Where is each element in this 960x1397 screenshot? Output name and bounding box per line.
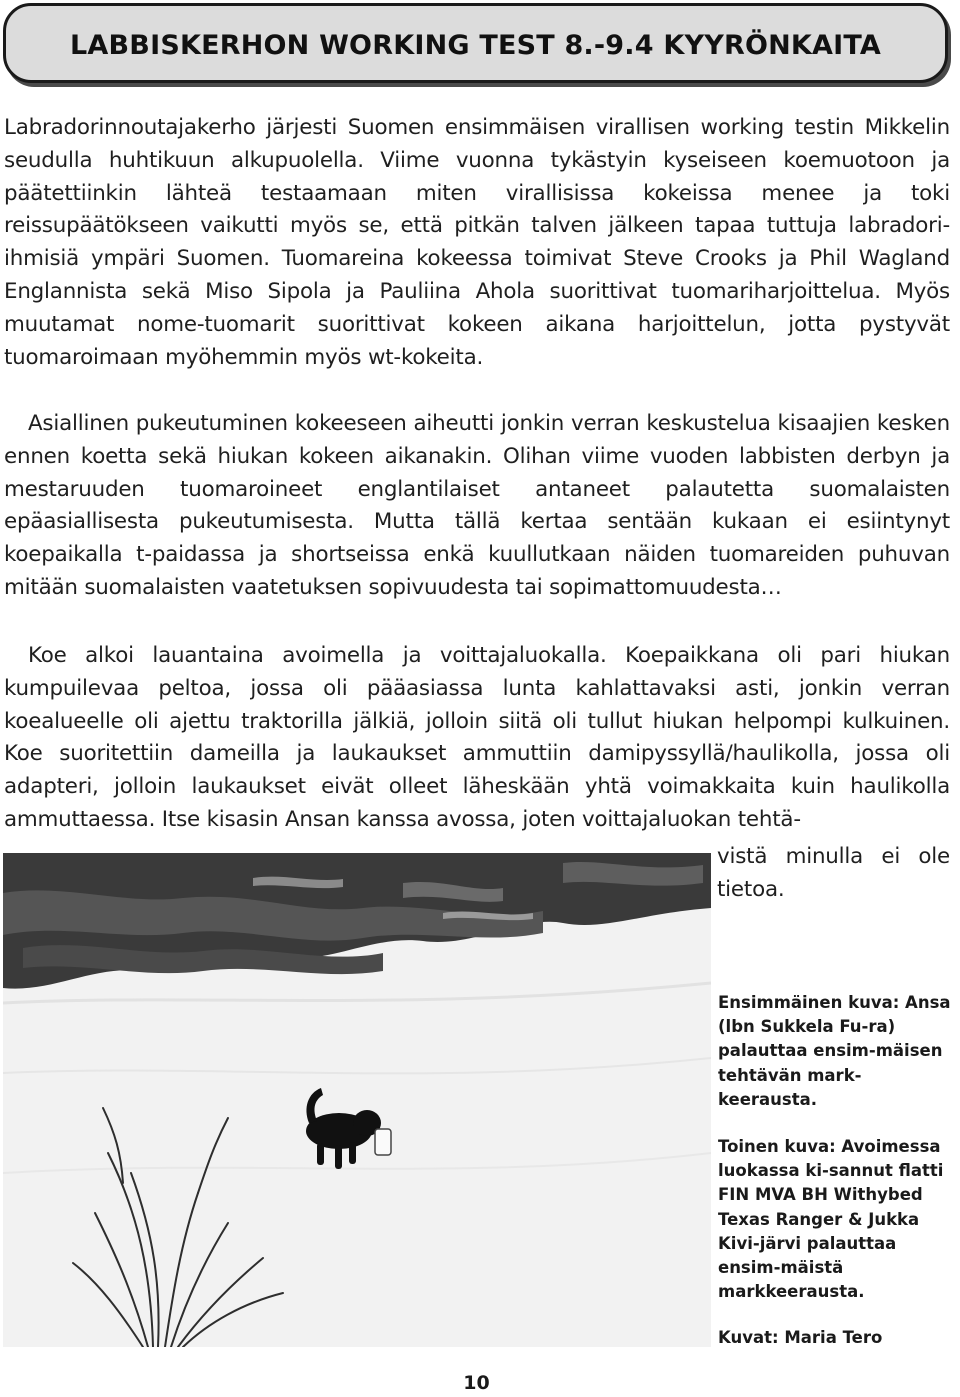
- page-number: 10: [463, 1372, 490, 1394]
- first-photo-caption: Ensimmäinen kuva: Ansa (lbn Sukkela Fu-ra) palauttaa ensim-mäisen tehtävän mark-keerausta.: [718, 993, 951, 1109]
- article-paragraph-3-continued: vistä minulla ei ole tietoa.: [717, 844, 950, 902]
- page-title: LABBISKERHON WORKING TEST 8.-9.4 KYYRÖNKAITA: [70, 30, 881, 61]
- photo-credit: Kuvat: Maria Tero: [718, 1328, 883, 1347]
- dog-retrieving-photo: [3, 853, 711, 1347]
- article-paragraph-3: Koe alkoi lauantaina avoimella ja voittajaluokalla. Koepaikkana oli pari hiukan kumpuilevaa peltoa, jossa oli pääasiassa lunta kahlattavaksi asti, jonkin verran koealueelle oli ajettu traktorilla jälkiä, jolloin siitä oli tullut hiukan helpompi kulkuinen. Koe suoritettiin dameilla ja laukaukset ammuttiin damipyssyllä/haulikolla, jossa oli adapteri, jolloin laukaukset eivät olleet läheskään yhtä voimakkaita kuin haulikolla ammuttaessa. Itse kisasin Ansan kanssa avossa, joten voittajaluokan tehtä-: [4, 643, 950, 832]
- article-paragraph-1: Labradorinnoutajakerho järjesti Suomen ensimmäisen virallisen working testin Mikkelin seudulla huhtikuun alkupuolella. Viime vuonna tykästyin kyseiseen koemuotoon ja päätettiinkin lähteä testaamaan miten virallisissa kokeissa menee ja toki reissupäätökseen vaikutti myös se, että pitkän talven jälkeen tapaa tuttuja labradori-ihmisiä ympäri Suomen. Tuomareina kokeessa toimivat Steve Crooks ja Phil Wagland Englannista sekä Miso Sipola ja Pauliina Ahola suorittivat tuomariharjoittelua. Myös muutamat nome-tuomarit suorittivat kokeen aikana harjoittelun, jotta pystyvät tuomaroimaan myöhemmin myös wt-kokeita.: [4, 115, 950, 370]
- article-paragraph-2: Asiallinen pukeutuminen kokeeseen aiheutti jonkin verran keskustelua kisaajien kesken ennen koetta sekä hiukan kokeen aikanakin. Olihan viime vuoden labbisten derbyn ja mestaruuden tuomaroineet englantilaiset antaneet palautetta suomalaisten epäasiallisesta pukeutumisesta. Mutta tällä kertaa sentään kukaan ei esiintynyt koepaikalla t-paidassa ja shortseissa enkä kuullutkaan näiden tuomareiden puhuvan mitään suomalaisten vaatetuksen sopivuudesta tai sopimattomuudesta…: [4, 411, 950, 600]
- title-banner: [3, 3, 948, 83]
- second-photo-caption: Toinen kuva: Avoimessa luokassa ki-sannut flatti FIN MVA BH Withybed Texas Ranger & Jukka Kivi-järvi palauttaa ensim-mäistä markkeerausta.: [718, 1137, 944, 1302]
